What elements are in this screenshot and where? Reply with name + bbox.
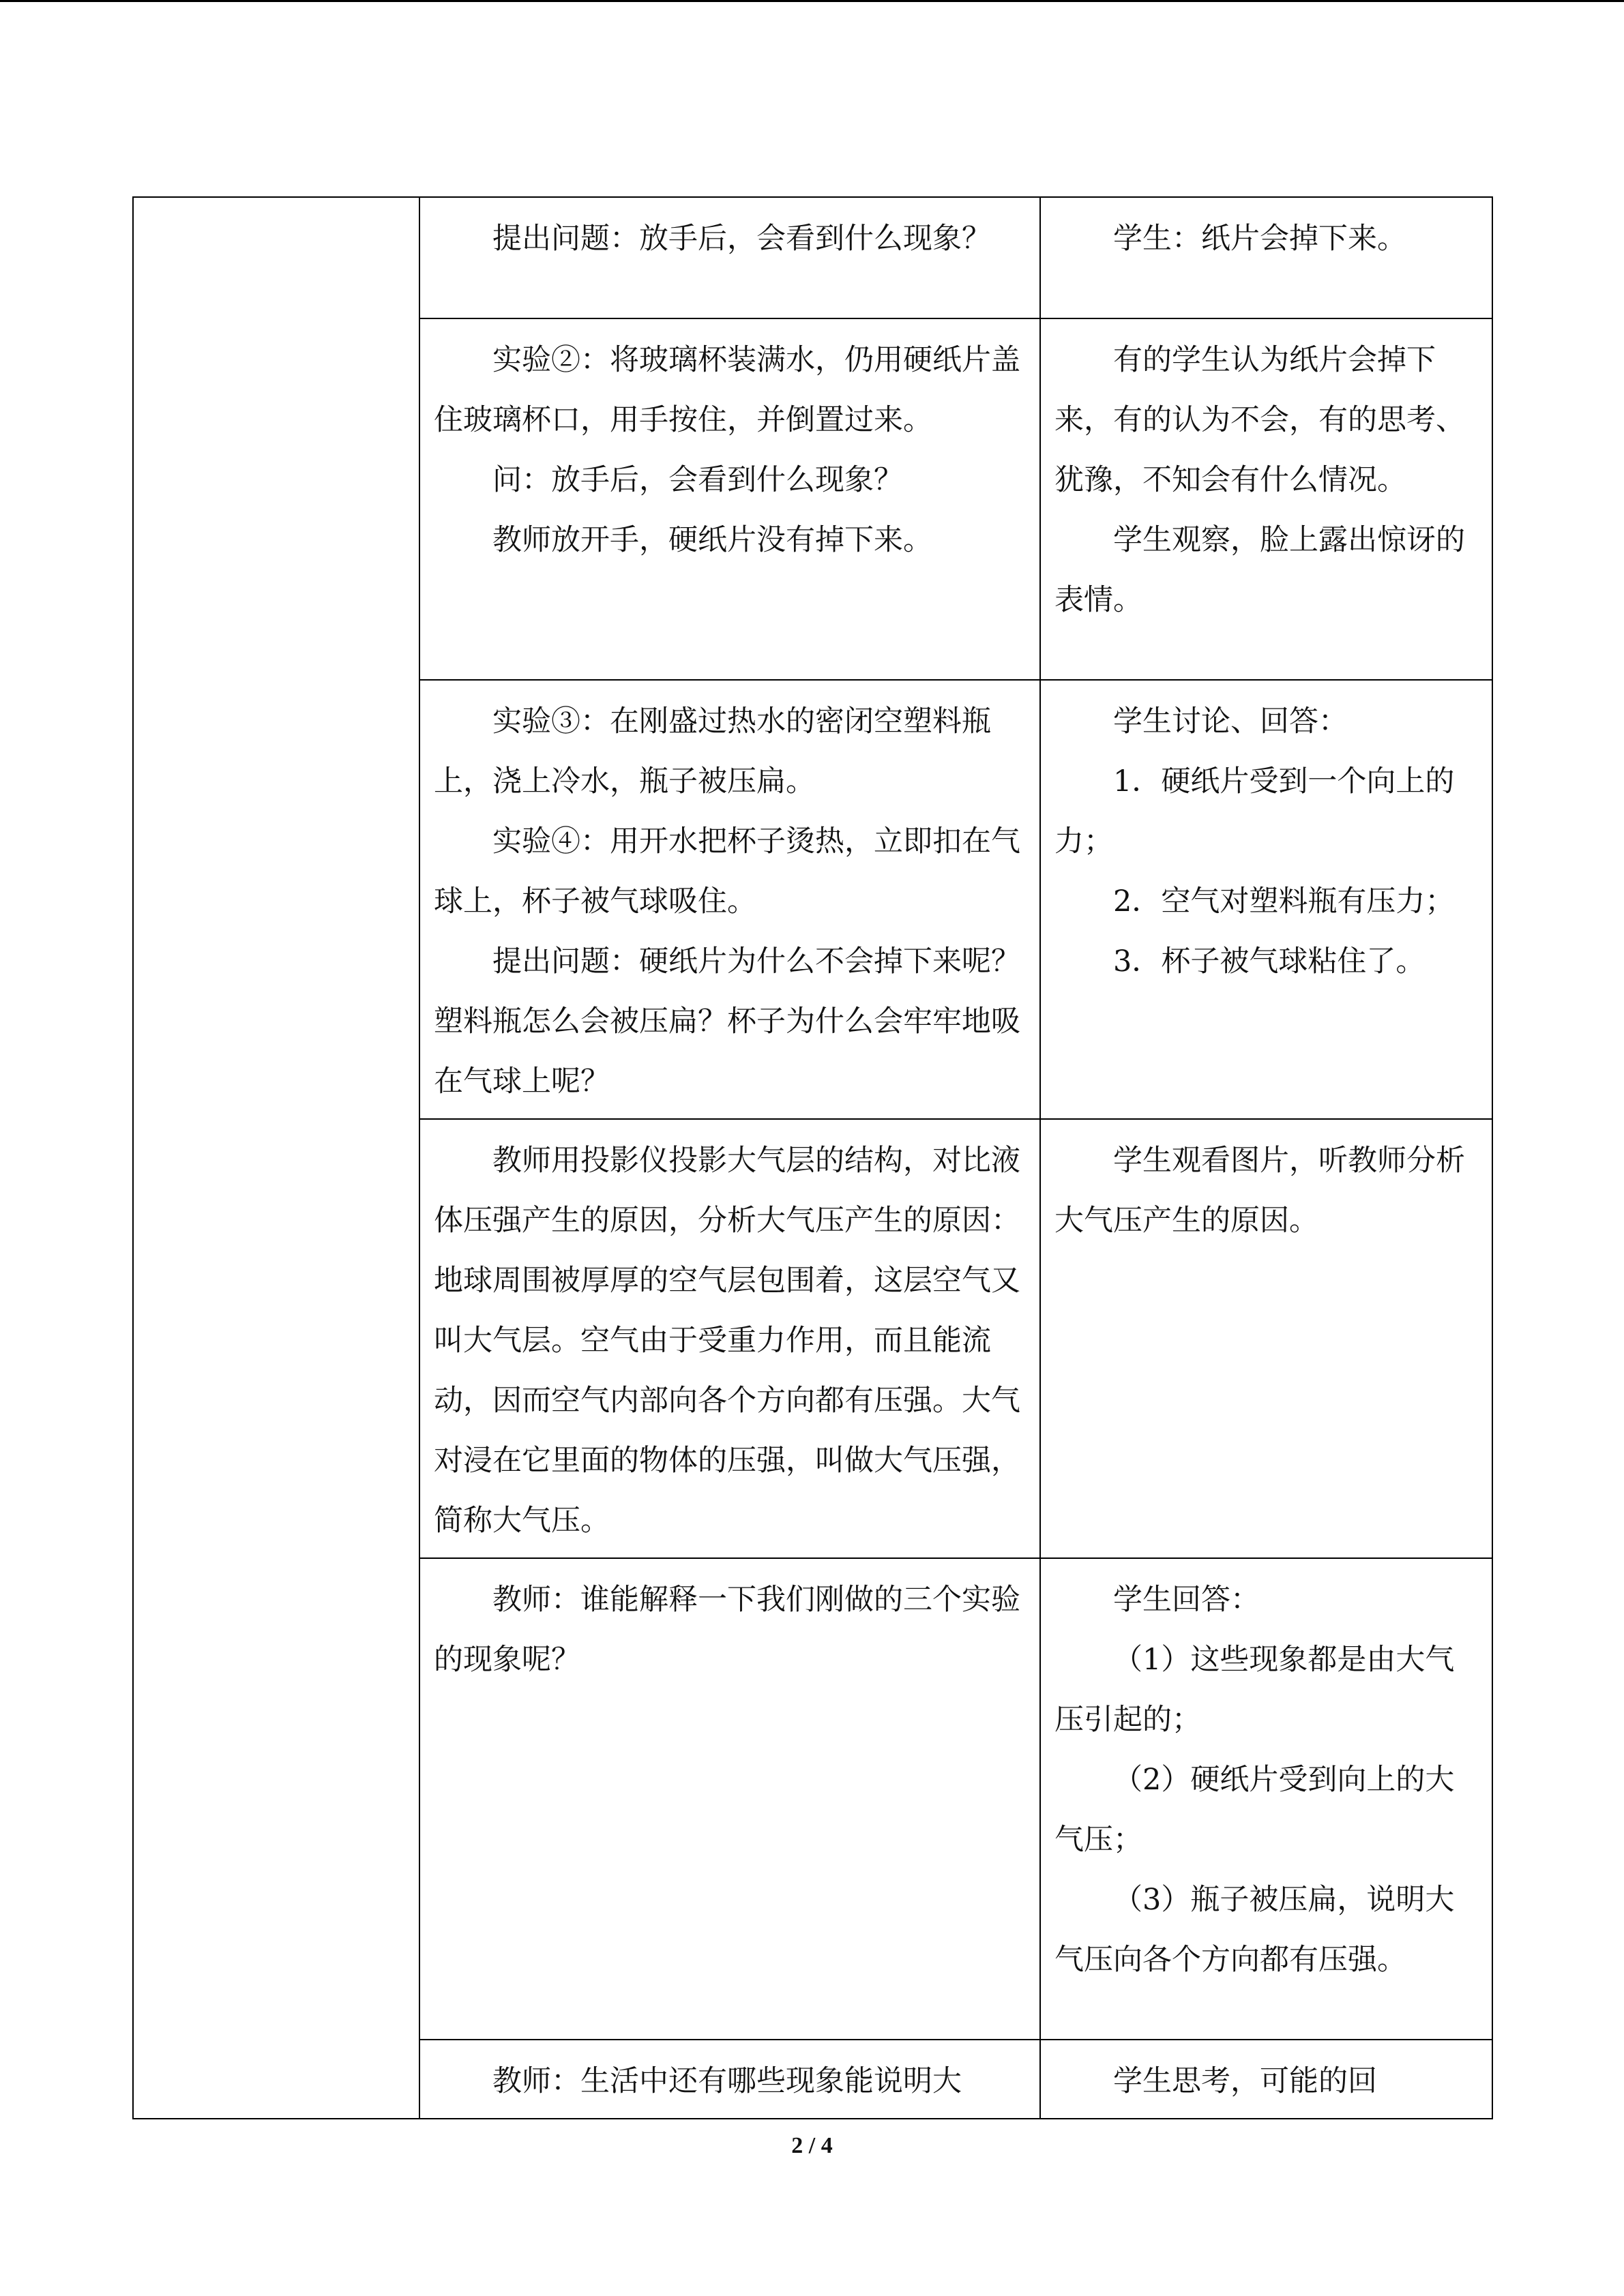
paragraph: 3．杯子被气球粘住了。 [1113,944,1426,979]
paragraph: 学生：纸片会掉下来。 [1113,222,1406,256]
paragraph: 学生思考，可能的回 [1113,2064,1377,2098]
paragraph: 1．硬纸片受到一个向上的力； [1054,764,1455,859]
student-activity-cell [1040,680,1492,1119]
paragraph: 学生观察，脸上露出惊讶的表情。 [1054,523,1465,617]
paragraph: 提出问题：硬纸片为什么不会掉下来呢？塑料瓶怎么会被压扁？杯子为什么会牢牢地吸在气球上呢？ [434,944,1020,1099]
teacher-activity-cell [419,2040,1040,2119]
teacher-activity-cell [419,318,1040,680]
paragraph: 2．空气对塑料瓶有压力； [1113,884,1455,919]
student-activity-cell [1040,318,1492,680]
paragraph: （3）瓶子被压扁，说明大气压向各个方向都有压强。 [1054,1883,1455,1977]
teacher-activity-cell [419,197,1040,318]
teacher-activity-cell [419,1119,1040,1558]
student-activity-cell [1040,197,1492,318]
paragraph: （2）硬纸片受到向上的大气压； [1054,1763,1455,1857]
student-activity-cell [1040,1119,1492,1558]
teacher-activity-cell [419,680,1040,1119]
paragraph: 学生观看图片，听教师分析大气压产生的原因。 [1054,1144,1465,1238]
paragraph: 实验③：在刚盛过热水的密闭空塑料瓶上，浇上冷水，瓶子被压扁。 [434,704,991,799]
paragraph: 提出问题：放手后，会看到什么现象？ [492,222,991,256]
table-row [133,197,1492,318]
paragraph: 学生回答： [1113,1583,1260,1617]
paragraph: 实验④：用开水把杯子烫热，立即扣在气球上，杯子被气球吸住。 [434,824,1020,919]
paragraph: 问：放手后，会看到什么现象？ [492,463,903,497]
paragraph: （1）这些现象都是由大气压引起的； [1054,1643,1455,1737]
paragraph: 学生讨论、回答： [1113,704,1348,739]
paragraph: 教师：生活中还有哪些现象能说明大 [492,2064,962,2098]
paragraph: 教师：谁能解释一下我们刚做的三个实验的现象呢？ [434,1583,1020,1677]
teacher-activity-cell [419,1558,1040,2040]
stage-label-cell [133,197,419,2119]
page-top-border [0,0,1624,2]
paragraph: 实验②：将玻璃杯装满水，仍用硬纸片盖住玻璃杯口，用手按住，并倒置过来。 [434,343,1020,437]
student-activity-cell [1040,1558,1492,2040]
lesson-table [132,196,1493,2119]
paragraph: 有的学生认为纸片会掉下来，有的认为不会，有的思考、犹豫，不知会有什么情况。 [1054,343,1465,497]
paragraph: 教师放开手，硬纸片没有掉下来。 [492,523,932,557]
page-number: 2 / 4 [791,2133,833,2158]
student-activity-cell [1040,2040,1492,2119]
paragraph: 教师用投影仪投影大气层的结构，对比液体压强产生的原因，分析大气压产生的原因：地球周围被厚厚的空气层包围着，这层空气又叫大气层。空气由于受重力作用，而且能流动，因而空气内部向各个方向都有压强。大气对浸在它里面的物体的压强，叫做大气压强，简称大气压。 [434,1144,1020,1538]
